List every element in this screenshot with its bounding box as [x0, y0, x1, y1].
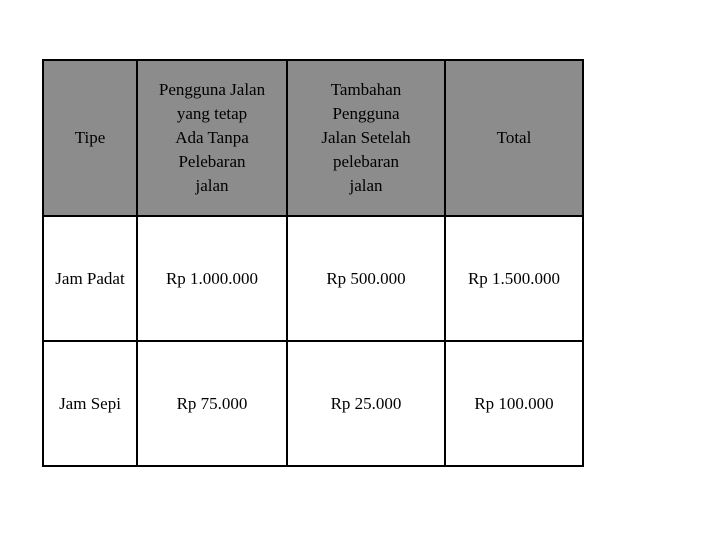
header-label: Tipe [74, 128, 106, 147]
table-row [43, 341, 583, 466]
header-cell-total [445, 60, 583, 216]
data-table [42, 59, 584, 467]
existing-users-cell: Rp 75.000 [137, 341, 287, 466]
header-label: Total [496, 128, 532, 147]
table-header [43, 60, 583, 216]
row-type-cell: Jam Padat [43, 216, 137, 341]
additional-users-cell: Rp 500.000 [287, 216, 445, 341]
table-body [43, 216, 583, 466]
header-cell-tipe [43, 60, 137, 216]
header-label: Tambahan Pengguna Jalan Setelah pelebaran jalan [321, 80, 411, 195]
header-cell-additional-users [287, 60, 445, 216]
total-cell: Rp 1.500.000 [445, 216, 583, 341]
header-label: Pengguna Jalan yang tetap Ada Tanpa Pelebaran jalan [158, 80, 266, 195]
table-row [43, 216, 583, 341]
total-cell: Rp 100.000 [445, 341, 583, 466]
header-row [43, 60, 583, 216]
existing-users-cell: Rp 1.000.000 [137, 216, 287, 341]
additional-users-cell: Rp 25.000 [287, 341, 445, 466]
row-type-cell: Jam Sepi [43, 341, 137, 466]
header-cell-existing-users [137, 60, 287, 216]
